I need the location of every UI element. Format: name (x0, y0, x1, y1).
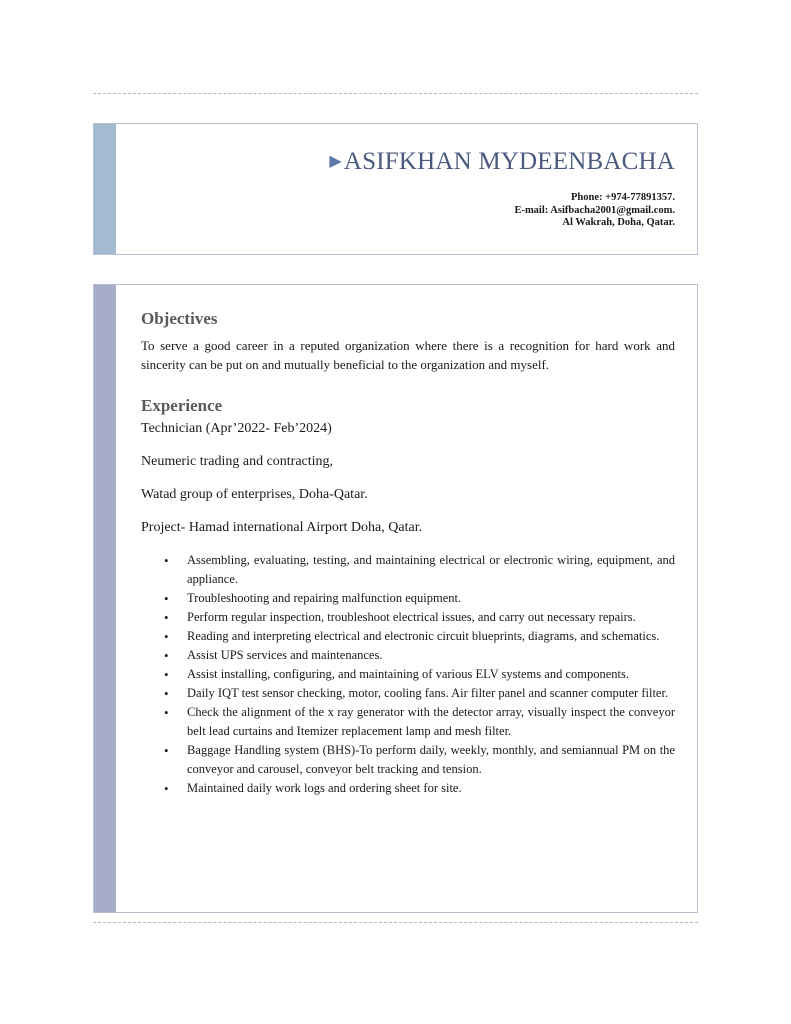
candidate-name-text: ASIFKHAN MYDEENBACHA (343, 148, 675, 175)
page-bottom-divider (93, 922, 698, 923)
duty-item: • Reading and interpreting electrical and electronic circuit blueprints, diagrams, and schematics. (187, 627, 675, 646)
email-text: E-mail: Asifbacha2001@gmail.com. (514, 204, 675, 216)
objectives-heading: Objectives (141, 309, 218, 328)
duty-item: • Check the alignment of the x ray generator with the detector array, visually inspect the conveyor belt lead curtains and Itemizer replacement lamp and mesh filter. (187, 703, 675, 741)
resume-content (141, 309, 675, 798)
page-top-divider (93, 93, 698, 94)
objectives-text: To serve a good career in a reputed organization where there is a recognition for hard work and sincerity can be put on and mutually beneficial to the organization and myself. (141, 338, 675, 372)
experience-group: Watad group of enterprises, Doha-Qatar. (141, 487, 368, 502)
experience-role: Technician (Apr’2022- Feb’2024) (141, 421, 332, 436)
experience-company: Neumeric trading and contracting, (141, 454, 334, 469)
triangle-marker-icon: ▶ (329, 153, 342, 170)
experience-project: Project- Hamad international Airport Doha, Qatar. (141, 520, 423, 535)
duty-item: • Daily IQT test sensor checking, motor, cooling fans. Air filter panel and scanner computer filter. (187, 684, 675, 703)
address-text: Al Wakrah, Doha, Qatar. (562, 217, 675, 228)
duty-item: • Baggage Handling system (BHS)-To perform daily, weekly, monthly, and semiannual PM on the conveyor and carousel, conveyor belt tracking and tension. (187, 741, 675, 779)
header-section (93, 123, 698, 255)
body-accent-bar (94, 285, 116, 912)
duty-item: • Troubleshooting and repairing malfunction equipment. (187, 589, 675, 608)
duty-item: • Maintained daily work logs and ordering sheet for site. (187, 779, 675, 798)
contact-info (514, 192, 675, 230)
header-accent-bar (94, 124, 116, 254)
candidate-name (329, 148, 675, 176)
duty-item: • Assist UPS services and maintenances. (187, 646, 675, 665)
phone-text: Phone: +974-77891357. (571, 192, 675, 203)
duty-item: • Assist installing, configuring, and maintaining of various ELV systems and components. (187, 665, 675, 684)
duties-list (141, 551, 675, 798)
experience-heading: Experience (141, 396, 223, 415)
duty-item: • Assembling, evaluating, testing, and maintaining electrical or electronic wiring, equipment, and appliance. (187, 551, 675, 589)
resume-body (93, 284, 698, 913)
duty-item: • Perform regular inspection, troubleshoot electrical issues, and carry out necessary repairs. (187, 608, 675, 627)
